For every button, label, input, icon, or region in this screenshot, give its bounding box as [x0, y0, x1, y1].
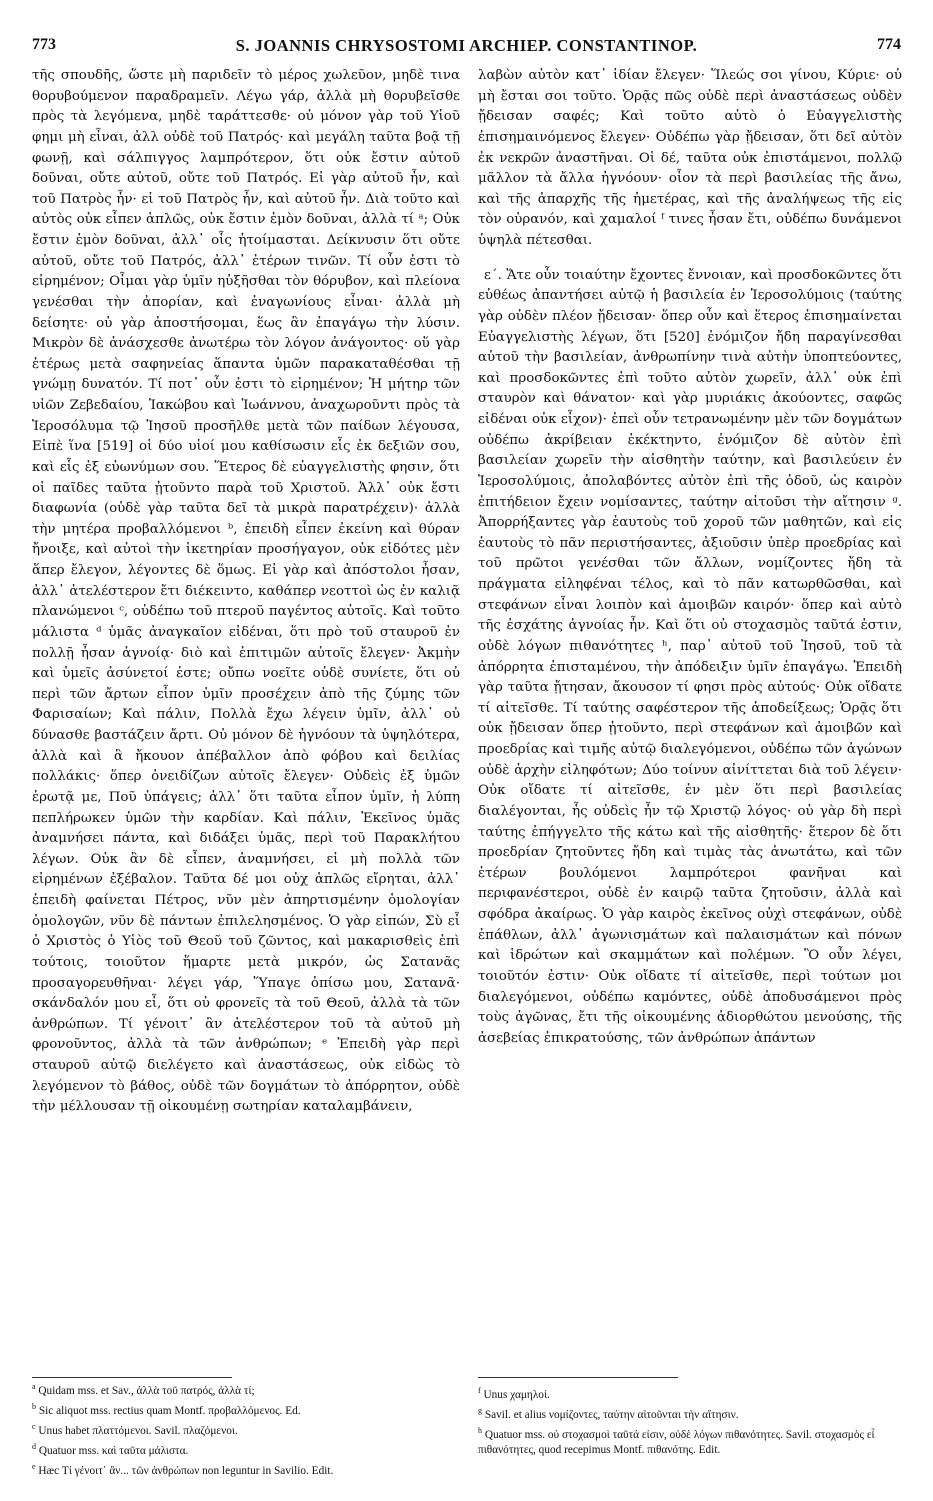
- footnote: $^b$ Sic aliquot mss. rectius quam Montf. προβαλλόμενος. Ed.: [32, 1401, 301, 1417]
- left-column: [32, 66, 460, 1118]
- footnote: $^a$ Quidam mss. et Sav., ἀλλὰ τοῦ πατρός, ἀλλὰ τί;: [32, 1382, 255, 1397]
- right-column: [478, 66, 902, 1049]
- footnote: $^c$ Unus habet πλαττόμενοι. Savil. πλαζόμενοι.: [32, 1421, 238, 1437]
- footnotes-right: [478, 1383, 902, 1458]
- running-header: [32, 36, 901, 56]
- footnote: $^d$ Quatuor mss. καὶ ταῦτα μάλιστα.: [32, 1441, 189, 1457]
- left-column-paragraph: τῆς σπουδῆς, ὥστε μὴ παριδεῖν τὸ μέρος χωλεῦον, μηδὲ τινα θορυβούμενον παραδραμεῖν. Λέγω γάρ, ἀλλὰ μὴ θορυβεῖσθε πρὸς τὰ λεγόμενα, μηδὲ ταράττεσθε· οὐ μόνον γὰρ τοῦ Υἱοῦ φημι μὴ εἶναι, ἀλλ οὐδὲ τοῦ Πατρός· καὶ μεγάλη ταῦτα βοᾷ τῇ φωνῇ, καὶ σάλπιγγος λαμπρότερον, ὅτι οὐκ ἔστιν αὐτοῦ δοῦναι, οὔτε αὐτοῦ, οὔτε τοῦ Πατρός. Εἰ γὰρ αὐτοῦ ἦν, καὶ τοῦ Πατρὸς ἦν· εἰ τοῦ Πατρὸς ἦν, καὶ αὐτοῦ ἦν. Διὰ τοῦτο καὶ αὐτὸς οὐκ εἶπεν ἁπλῶς, οὐκ ἔστιν ἐμὸν δοῦναι, ἀλλὰ τί ᵃ; Οὐκ ἔστιν ἐμὸν δοῦναι, ἀλλ᾽ οἷς ἡτοίμασται. Δείκνυσιν ὅτι οὔτε αὐτοῦ, οὔτε τοῦ Πατρός, ἀλλ᾽ ἑτέρων τινῶν. Τί οὖν ἐστι τὸ εἰρημένον; Οἶμαι γὰρ ὑμῖν ηὐξῆσθαι τὸν θόρυβον, καὶ πλείονα γενέσθαι τὴν ἀπορίαν, καὶ ἐναγωνίους εἶναι· ἀλλὰ μὴ δείσητε· οὐ γὰρ ἀποστήσομαι, ἕως ἂν ἐπαγάγω τὴν λύσιν. Μικρὸν δὲ ἀνάσχεσθε ἀνωτέρω τὸν λόγον ἀνάγοντος· οὕ γὰρ ἑτέρως μετὰ σαφηνείας ἅπαντα ὑμῶν παρακαταθέσθαι τῇ γνώμῃ δυνατόν. Τί ποτ᾽ οὖν ἐστι τὸ εἰρημένον; Ἡ μήτηρ τῶν υἱῶν Ζεβεδαίου, Ἰακώβου καὶ Ἰωάννου, ἀναχωροῦντι πρὸς τὰ Ἱεροσόλυμα τῷ Ἰησοῦ προσῆλθε μετὰ τῶν παίδων λέγουσα, Εἰπὲ ἵνα [519] οἱ δύο υἱοί μου καθίσωσιν εἷς ἐκ δεξιῶν σου, καὶ εἷς ἐξ εὐωνύμων σου. Ἕτερος δὲ εὐαγγελιστὴς φησιν, ὅτι οἱ παῖδες ταῦτα ᾐτοῦντο παρὰ τοῦ Χριστοῦ. Ἀλλ᾽ οὐκ ἔστι διαφωνία (οὐδὲ γὰρ ταῦτα δεῖ τὰ μικρὰ παρατρέχειν)· ἀλλὰ τὴν μητέρα προβαλλόμενοι ᵇ, ἐπειδὴ εἶπεν ἐκείνη καὶ θύραν ἤνοιξε, καὶ αὐτοὶ τὴν ἱκετηρίαν προσήγαγον, οὐκ εἰδότες μὲν ἅπερ ἔλεγον, λέγοντες δὲ ὅμως. Εἰ γὰρ καὶ ἀπόστολοι ἦσαν, ἀλλ᾽ ἀτελέστερον ἔτι διέκειντο, καθάπερ νεοττοὶ ὡς ἐν καλιᾷ πλανώμενοι ᶜ, οὐδέπω τοῦ πτεροῦ παγέντος αὐτοῖς. Καὶ τοῦτο μάλιστα ᵈ ὑμᾶς ἀναγκαῖον εἰδέναι, ὅτι πρὸ τοῦ σταυροῦ ἐν πολλῇ ἦσαν ἀγνοίᾳ· διὸ καὶ ἐπιτιμῶν αὐτοῖς ἔλεγεν· Ἀκμὴν καὶ ὑμεῖς ἀσύνετοί ἐστε; οὔπω νοεῖτε οὐδὲ συνίετε, ὅτι οὐ περὶ τῶν ἄρτων εἶπον ὑμῖν προσέχειν ἀπὸ τῆς ζύμης τῶν Φαρισαίων; Καὶ πάλιν, Πολλὰ ἔχω λέγειν ὑμῖν, ἀλλ᾽ οὐ δύνασθε βαστάζειν ἄρτι. Οὐ μόνον δὲ ἠγνόουν τὰ ὑψηλότερα, ἀλλὰ καὶ ἃ ἤκουον ἀπέβαλλον ἀπὸ φόβου καὶ δειλίας πολλάκις· ὅπερ ὀνειδίζων αὐτοῖς ἔλεγεν· Οὐδεὶς ἐξ ὑμῶν ἐρωτᾷ με, Ποῦ ὑπάγεις; ἀλλ᾽ ὅτι ταῦτα εἶπον ὑμῖν, ἡ λύπη πεπλήρωκεν ὑμῶν τὴν καρδίαν. Καὶ πάλιν, Ἐκεῖνος ὑμᾶς ἀναμνήσει πάντα, καὶ διδάξει ὑμᾶς, περὶ τοῦ Παρακλήτου λέγων. Οὐκ ἂν δὲ εἶπεν, ἀναμνήσει, εἰ μὴ πολλὰ τῶν εἰρημένων ἐξέβαλον. Ταῦτα δέ μοι οὐχ ἁπλῶς εἴρηται, ἀλλ᾽ ἐπειδὴ φαίνεται Πέτρος, νῦν μὲν ἀπηρτισμένην ὁμολογίαν ὁμολογῶν, νῦν δὲ πάντων ἐπιλελησμένος. Ὁ γὰρ εἰπών, Σὺ εἶ ὁ Χριστὸς ὁ Υἱὸς τοῦ Θεοῦ τοῦ ζῶντος, καὶ μακαρισθεὶς ἐπὶ τούτοις, τοιοῦτον ἥμαρτε μετὰ μικρόν, ὡς Σατανᾶς προσαγορευθῆναι· λέγει γάρ, Ὕπαγε ὀπίσω μου, Σατανᾶ· σκάνδαλόν μου εἶ, ὅτι οὐ φρονεῖς τὰ τοῦ Θεοῦ, ἀλλὰ τὰ τῶν ἀνθρώπων. Τί γένοιτ᾽ ἂν ἀτελέστερον τοῦ τὰ αὐτοῦ μὴ φρονοῦντος, ἀλλὰ τὰ τῶν ἀνθρώπων; ᵉ Ἐπειδὴ γὰρ περὶ σταυροῦ αὐτῷ διελέγετο καὶ ἀναστάσεως, οὐκ εἰδὼς τὸ λεγόμενον τὸ βάθος, οὐδὲ τῶν δογμάτων τὸ ἀπόρρητον, οὐδὲ τὴν μέλλουσαν τῇ οἰκουμένῃ σωτηρίαν καταλαμβάνειν,: [32, 68, 460, 1115]
- page-number-right: 774: [877, 36, 901, 53]
- footnote: $^e$ Hæc Τί γένοιτ᾽ ἂν... τῶν ἀνθρώπων non leguntur in Savilio. Edit.: [32, 1461, 334, 1477]
- running-title: S. JOANNIS CHRYSOSTOMI ARCHIEP. CONSTANTINOP.: [235, 36, 698, 55]
- footnote: $^f$ Unus χαμηλοί.: [478, 1386, 550, 1401]
- footnote: $^h$ Quatuor mss. οὐ στοχασμοὶ ταῦτά εἰσιν, οὐδὲ λόγων πιθανότητες. Savil. στοχασμὸς εἶ πιθανότητες, quod recepimus Montf. πιθανότης. Edit.: [478, 1425, 875, 1456]
- page-number-left: 773: [32, 36, 56, 53]
- right-column-paragraph-1: λαβὼν αὐτὸν κατ᾽ ἰδίαν ἔλεγεν· Ἵλεώς σοι γίνου, Κύριε· οὐ μὴ ἔσται σοι τοῦτο. Ὁρᾷς πῶς οὐδὲ περὶ ἀναστάσεως οὐδὲν ᾔδεισαν σαφές; Καὶ τοῦτο αὐτὸ ὁ Εὐαγγελιστὴς ἐπισημαινόμενος ἔλεγεν· Οὐδέπω γὰρ ᾔδεισαν, ὅτι δεῖ αὐτὸν ἐκ νεκρῶν ἀναστῆναι. Οἱ δέ, ταῦτα οὐκ ἐπιστάμενοι, πολλῷ μᾶλλον τὰ ἄλλα ἠγνόουν· οἷον τὰ περὶ βασιλείας τῆς ἄνω, καὶ τῆς ἀπαρχῆς τῆς ἡμετέρας, καὶ τῆς ἀναλήψεως τῆς εἰς τὸν οὐρανόν, καὶ χαμαλοί ᶠ τινες ἦσαν ἔτι, οὐδέπω δυνάμενοι ὑψηλὰ πέτεσθαι.: [478, 68, 902, 248]
- right-column-paragraph-2: ε΄. Ἅτε οὖν τοιαύτην ἔχοντες ἔννοιαν, καὶ προσδοκῶντες ὅτι εὐθέως ἀπαντήσει αὐτῷ ἡ βασιλεία ἐν Ἱεροσολύμοις (ταύτης γὰρ οὐδὲν πλέον ᾔδεισαν· ὅπερ οὖν καὶ ἕτερος ἐπισημαίνεται Εὐαγγελιστὴς λέγων, ὅτι [520] ἐνόμιζον ἤδη παραγίνεσθαι αὐτοῦ τὴν βασιλείαν, ἀνθρωπίνην τινὰ αὐτὴν ὑποπτεύοντες, καὶ προσδοκῶντες ἐπὶ τοῦτο αὐτὸν χωρεῖν, ἀλλ᾽ οὐκ ἐπὶ σταυρὸν καὶ θάνατον· καὶ γὰρ μυριάκις ἀκούοντες, σαφῶς εἰδέναι οὐκ εἶχον)· ἐπεὶ οὖν τετρανωμένην μὲν τῶν δογμάτων οὐδέπω ἀκρίβειαν ἐκέκτηντο, ἐνόμιζον δὲ αὐτὸν ἐπὶ βασιλείαν χωρεῖν τὴν αἰσθητὴν ταύτην, καὶ βασιλεύειν ἐν Ἱεροσολύμοις, ἀπολαβόντες αὐτὸν ἐπὶ τῆς ὁδοῦ, ὡς καιρὸν ἐπιτήδειον ἔχειν νομίσαντες, ταύτην αἰτοῦσι τὴν αἴτησιν ᵍ. Ἀπορρήξαντες γὰρ ἑαυτοὺς τοῦ χοροῦ τῶν μαθητῶν, καὶ εἰς ἑαυτοὺς τὸ πᾶν περιστήσαντες, ἀξιοῦσιν ὑπὲρ προεδρίας καὶ τοῦ πρῶτοι γενέσθαι τῶν ἄλλων, νομίζοντες ἤδη τὰ πράγματα εἰληφέναι τέλος, καὶ τὸ πᾶν κατωρθῶσθαι, καὶ στεφάνων εἶναι λοιπὸν καὶ ἀμοιβῶν καιρόν· ὅπερ καὶ αὐτὸ τῆς ἐσχάτης ἀγνοίας ἦν. Καὶ ὅτι οὐ στοχασμὸς ταῦτά ἐστιν, οὐδὲ λόγων πιθανότητες ʰ, παρ᾽ αὐτοῦ τοῦ Ἰησοῦ, τοῦ τὰ ἀπόρρητα ἐπισταμένου, τὴν ἀπόδειξιν ὑμῖν ἐπαγάγω. Ἐπειδὴ γὰρ ταῦτα ᾔτησαν, ἄκουσον τί φησι πρὸς αὐτούς· Οὐκ οἴδατε τί αἰτεῖσθε. Τί ταύτης σαφέστερον τῆς ἀποδείξεως; Ὁρᾷς ὅτι οὐκ ᾔδεισαν ὅπερ ᾐτοῦντο, περὶ στεφάνων καὶ ἀμοιβῶν καὶ προεδρίας καὶ τιμῆς αὐτῷ διαλεγόμενοι, οὐδέπω τῶν ἀγώνων οὐδὲ ἀρχὴν εἰληφότων; Δύο τοίνυν αἰνίττεται διὰ τοῦ λέγειν· Οὐκ οἴδατε τί αἰτεῖσθε, ἐν μὲν ὅτι περὶ βασιλείας διαλέγονται, ἧς οὐδεὶς ἦν τῷ Χριστῷ λόγος· οὐ γὰρ δὴ περὶ ταύτης ἐπήγγελτο τῆς κάτω καὶ τῆς αἰσθητῆς· ἕτερον δὲ ὅτι προεδρίαν ζητοῦντες ἤδη καὶ τιμὰς τὰς ἀνωτάτω, καὶ τῶν ἑτέρων βουλόμενοι λαμπρότεροι φανῆναι καὶ περιφανέστεροι, οὐδὲ ἐν καιρῷ ταῦτα ζητοῦσιν, ἀλλὰ καὶ σφόδρα ἀκαίρως. Ὁ γὰρ καιρὸς ἐκεῖνος οὐχὶ στεφάνων, οὐδὲ ἐπάθλων, ἀλλ᾽ ἀγωνισμάτων καὶ παλαισμάτων καὶ πόνων καὶ ἱδρώτων καὶ σκαμμάτων καὶ πολέμων. Ὃ οὖν λέγει, τοιοῦτόν ἐστιν· Οὐκ οἴδατε τί αἰτεῖσθε, περὶ τούτων μοι διαλεγόμενοι, οὐδέπω καμόντες, οὐδὲ ἀποδυσάμενοι πρὸς τοὺς ἀγῶνας, ἔτι τῆς οἰκουμένης ἀδιορθώτου μενούσης, τῆς ἀσεβείας ἐπικρατούσης, τῶν ἀνθρώπων ἁπάντων: [478, 267, 902, 1046]
- footnote: $^g$ Savil. et alius νομίζοντες, ταύτην αἰτοῦνται τὴν αἴτησιν.: [478, 1405, 739, 1421]
- footnote-divider-right: [478, 1377, 678, 1378]
- footnote-divider-left: [32, 1377, 232, 1378]
- footnotes-left: [32, 1379, 462, 1479]
